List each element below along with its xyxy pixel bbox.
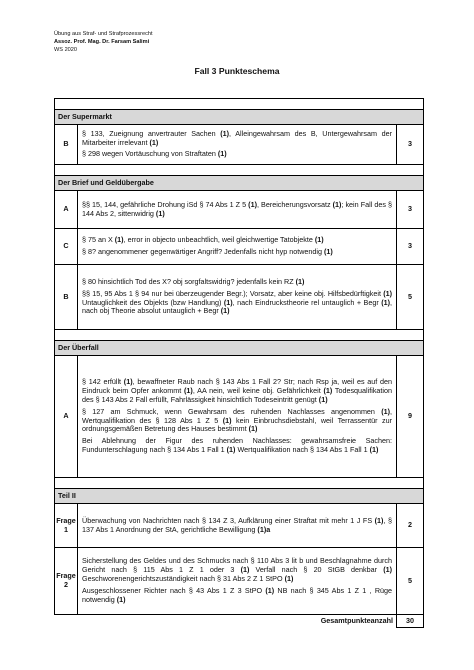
- point-marker: (1): [324, 247, 333, 256]
- description-paragraph: [82, 517, 392, 535]
- section-heading: Der Brief und Geldübergabe: [55, 176, 424, 191]
- text-segment: kein Einbruchsdiebstahl, weil Terrassentür zur ordnungsgemäßen Betretung des Hauses bestimmt: [82, 415, 392, 434]
- point-marker: (1): [374, 515, 384, 525]
- point-marker: (1)a: [257, 524, 271, 534]
- text-segment: , nach Eindruckstheorie rel untauglich + Begr: [232, 297, 382, 307]
- page-title: Fall 3 Punkteschema: [194, 66, 280, 76]
- point-marker: (1): [240, 565, 250, 575]
- text-segment: , Alleingewahrsam des B, Untergewahrsam der Mitarbeiter irrelevant: [82, 128, 392, 147]
- description-paragraph: [82, 236, 392, 245]
- document-header: [54, 30, 153, 54]
- spacer-cell: [55, 99, 424, 110]
- spacer-row: [55, 330, 424, 341]
- semester: WS 2020: [54, 47, 78, 53]
- text-segment: § 8? angenommener gegenwärtiger Angriff? Jedenfalls nicht hyp notwendig: [82, 247, 325, 256]
- text-segment: , AA nein, weil keine obj. Gefährlichkeit: [192, 385, 324, 395]
- point-marker: (1): [222, 415, 232, 425]
- row-label: A: [55, 356, 78, 478]
- section-heading: Der Supermarkt: [55, 110, 424, 125]
- description-paragraph: [82, 278, 392, 287]
- text-segment: Sicherstellung des Geldes und des Schmucks nach § 110 Abs 3 lit b und Beschlagnahme durch Gericht nach § 115 Abs 1 Z 1 oder 3: [82, 556, 392, 575]
- total-row: [55, 615, 424, 628]
- total-value: 30: [397, 615, 424, 628]
- text-segment: Überwachung von Nachrichten nach § 134 Z 3, Aufklärung einer Straftat mit mehr 1 J FS: [82, 515, 375, 525]
- row-points: 5: [397, 265, 424, 330]
- point-marker: (1): [248, 199, 257, 209]
- point-marker: (1): [149, 137, 159, 147]
- course-name: Übung aus Straf- und Strafprozessrecht: [54, 31, 153, 37]
- point-marker: (1): [332, 199, 342, 209]
- row-label: A: [55, 191, 78, 229]
- text-segment: §§ 15, 95 Abs 1 § 94 nur bei überzeugender Begr.); Vorsatz, aber keine obj. Hilfsbedürftigkeit: [82, 288, 384, 298]
- description-paragraph: [82, 378, 392, 405]
- point-marker: (1): [248, 424, 258, 434]
- row-points: 3: [397, 191, 424, 229]
- text-segment: § 75 an X: [82, 235, 115, 245]
- description-paragraph: [82, 437, 392, 455]
- text-segment: ; kein Fall des § 144 Abs 2, sittenwidrig: [82, 199, 392, 218]
- section-heading: Der Überfall: [55, 341, 424, 356]
- text-segment: §§ 15, 144, gefährliche Drohung iSd § 74 Abs 1 Z 5: [82, 199, 249, 209]
- point-marker: (1): [383, 565, 392, 575]
- point-marker: (1): [155, 208, 165, 218]
- spacer-row: [55, 165, 424, 176]
- point-marker: (1): [123, 376, 133, 386]
- row-description: [78, 548, 397, 615]
- text-segment: § 142 erfüllt: [82, 376, 124, 386]
- text-segment: § 20 StGB denkbar: [303, 565, 384, 575]
- spacer-row: [55, 99, 424, 110]
- table-row: [55, 548, 424, 615]
- point-marker: (1): [220, 128, 230, 138]
- row-description: [78, 229, 397, 265]
- total-label: Gesamtpunkteanzahl: [78, 615, 397, 628]
- point-marker: (1): [223, 297, 233, 307]
- scoring-table-body: [55, 99, 424, 628]
- scoring-table: [54, 98, 424, 628]
- text-segment: Todesqualifikation des § 143 Abs 2 Fall erfüllt, Fahrlässigkeit hinsichtlich Todeseintritt genügt: [82, 385, 392, 404]
- spacer-cell: [55, 330, 424, 341]
- point-marker: (1): [383, 288, 392, 298]
- point-marker: (1): [184, 385, 193, 395]
- point-marker: (1): [381, 406, 390, 416]
- description-paragraph: [82, 201, 392, 219]
- text-segment: , Wertqualifikation des § 128 Abs 1 Z 5: [82, 406, 392, 425]
- row-description: [78, 191, 397, 229]
- row-description: [78, 504, 397, 548]
- text-segment: § 127 am Schmuck, wenn Gewahrsam des ruhenden Nachlasses angenommen: [82, 406, 382, 416]
- point-marker: (1): [369, 445, 379, 455]
- point-marker: (1): [220, 306, 230, 316]
- row-points: 3: [397, 125, 424, 165]
- table-row: [55, 356, 424, 478]
- section-heading: Teil II: [55, 489, 424, 504]
- description-paragraph: [82, 587, 392, 605]
- text-segment: , error in objecto unbeachtlich, weil gleichwertige Tatobjekte: [123, 235, 315, 245]
- row-label: B: [55, 265, 78, 330]
- point-marker: (1): [116, 594, 126, 604]
- text-segment: Verfall nach: [249, 565, 304, 575]
- table-row: [55, 229, 424, 265]
- text-segment: Untauglichkeit des Objekts (bzw Handlung): [82, 297, 224, 307]
- point-marker: (1): [284, 574, 294, 584]
- row-label: Frage 2: [55, 548, 78, 615]
- point-marker: (1): [314, 235, 324, 245]
- row-points: 9: [397, 356, 424, 478]
- text-segment: § 133, Zueignung anvertrauter Sachen: [82, 128, 221, 138]
- table-row: [55, 191, 424, 229]
- point-marker: (1): [323, 385, 333, 395]
- spacer-cell: [55, 478, 424, 489]
- description-paragraph: [82, 290, 392, 317]
- section-heading-row: [55, 110, 424, 125]
- text-segment: , Bereicherungsvorsatz: [256, 199, 333, 209]
- description-paragraph: [82, 130, 392, 148]
- row-description: [78, 265, 397, 330]
- row-description: [78, 125, 397, 165]
- row-points: 5: [397, 548, 424, 615]
- text-segment: , bewaffneter Raub nach § 143 Abs 1 Fall 2? Str; nach Rsp ja, weil es auf den Eindruck beim Opfer ankommt: [82, 376, 392, 395]
- total-blank: [55, 615, 78, 628]
- table-row: [55, 504, 424, 548]
- point-marker: (1): [381, 297, 390, 307]
- point-marker: (1): [114, 235, 124, 245]
- text-segment: § 80 hinsichtlich Tod des X? obj sorgfaltswidrig? jedenfalls kein RZ: [82, 276, 296, 286]
- section-heading-row: [55, 341, 424, 356]
- text-segment: Ausgeschlossener Richter nach § 43 Abs 1 Z 3 StPO: [82, 585, 266, 595]
- spacer-cell: [55, 165, 424, 176]
- row-label: Frage 1: [55, 504, 78, 548]
- table-row: [55, 265, 424, 330]
- description-paragraph: [82, 150, 392, 159]
- description-paragraph: [82, 557, 392, 584]
- row-points: 2: [397, 504, 424, 548]
- point-marker: (1): [318, 394, 328, 404]
- section-heading-row: [55, 176, 424, 191]
- description-paragraph: [82, 408, 392, 435]
- text-segment: Bei Ablehnung der Figur des ruhenden Nachlasses: gewahrsamsfreie Sachen: Fundunterschlagung nach § 134 Abs 1 Fall 1: [82, 436, 392, 455]
- section-heading-row: [55, 489, 424, 504]
- point-marker: (1): [265, 585, 275, 595]
- lecturer-name: Assoz. Prof. Mag. Dr. Farsam Salimi: [54, 39, 150, 45]
- table-row: [55, 125, 424, 165]
- point-marker: (1): [226, 445, 236, 455]
- text-segment: NB nach § 345 Abs 1 Z 1 , Rüge notwendig: [82, 585, 392, 604]
- text-segment: Wertqualifikation nach § 134 Abs 1 Fall 1: [235, 445, 370, 455]
- point-marker: (1): [295, 276, 305, 286]
- row-label: C: [55, 229, 78, 265]
- point-marker: (1): [217, 149, 227, 159]
- text-segment: § 298 wegen Vortäuschung von Straftaten: [82, 149, 218, 159]
- row-points: 3: [397, 229, 424, 265]
- text-segment: , § 137 Abs 1 Anordnung der StA, gerichtliche Bewilligung: [82, 515, 392, 534]
- row-description: [78, 356, 397, 478]
- row-label: B: [55, 125, 78, 165]
- text-segment: , nach obj Theorie absolut untauglich + Begr: [82, 297, 392, 316]
- description-paragraph: [82, 248, 392, 257]
- text-segment: Geschworenengerichtszuständigkeit nach § 31 Abs 2 Z 1 StPO: [82, 574, 285, 584]
- spacer-row: [55, 478, 424, 489]
